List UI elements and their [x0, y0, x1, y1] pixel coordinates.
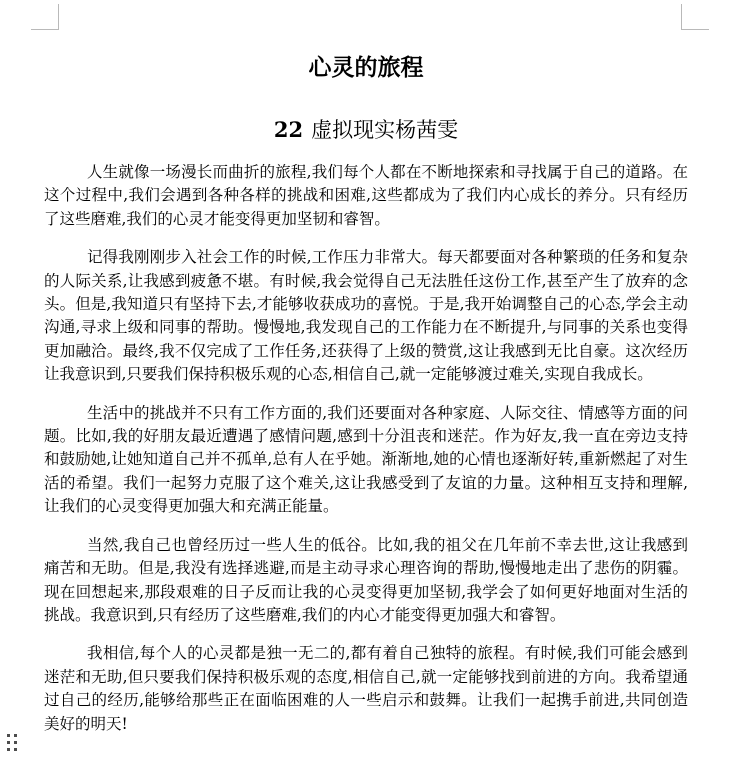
drag-handle-dot [7, 741, 10, 744]
drag-handle-dot [14, 734, 17, 737]
heading-text[interactable]: 虚拟现实杨茜雯 [311, 118, 459, 142]
body-paragraph[interactable]: 人生就像一场漫长而曲折的旅程,我们每个人都在不断地探索和寻找属于自己的道路。在这个过程中,我们会遇到各种各样的挑战和困难,这些都成为了我们内心成长的养分。只有经历了这些磨难,我们的心灵才能变得更加坚韧和睿智。 [44, 163, 688, 228]
document-page[interactable] [44, 29, 688, 736]
body-paragraph[interactable]: 生活中的挑战并不只有工作方面的,我们还要面对各种家庭、人际交往、情感等方面的问题。比如,我的好朋友最近遭遇了感情问题,感到十分沮丧和迷茫。作为好友,我一直在旁边支持和鼓励她,让她知道自己并不孤单,总有人在乎她。渐渐地,她的心情也逐渐好转,重新燃起了对生活的希望。我们一起努力克服了这个难关,这让我感受到了友谊的力量。这种相互支持和理解,让我们的心灵变得更加强大和充满正能量。 [44, 403, 688, 516]
margin-crop-mark-top-left-vertical [58, 4, 59, 30]
paragraph-drag-handle-icon[interactable] [7, 734, 17, 751]
body-paragraph[interactable]: 记得我刚刚步入社会工作的时候,工作压力非常大。每天都要面对各种繁琐的任务和复杂的人际关系,让我感到疲惫不堪。有时候,我会觉得自己无法胜任这份工作,甚至产生了放弃的念头。但是,我知道只有坚持下去,才能够收获成功的喜悦。于是,我开始调整自己的心态,学会主动沟通,寻求上级和同事的帮助。慢慢地,我发现自己的工作能力在不断提升,与同事的关系也变得更加融洽。最终,我不仅完成了工作任务,还获得了上级的赞赏,这让我感到无比自豪。这次经历让我意识到,只要我们保持积极乐观的心态,相信自己,就一定能够渡过难关,实现自我成长。 [44, 248, 688, 384]
document-body[interactable] [44, 161, 688, 736]
body-paragraph[interactable]: 当然,我自己也曾经历过一些人生的低谷。比如,我的祖父在几年前不幸去世,这让我感到痛苦和无助。但是,我没有选择逃避,而是主动寻求心理咨询的帮助,慢慢地走出了悲伤的阴霾。现在回想起来,那段艰难的日子反而让我的心灵变得更加坚韧,我学会了如何更好地面对生活的挑战。我意识到,只有经历了这些磨难,我们的内心才能变得更加强大和睿智。 [44, 535, 688, 624]
heading-number[interactable]: 22 [273, 117, 304, 142]
drag-handle-dot [7, 748, 10, 751]
body-paragraph[interactable]: 我相信,每个人的心灵都是独一无二的,都有着自己独特的旅程。有时候,我们可能会感到迷茫和无助,但只要我们保持积极乐观的态度,相信自己,就一定能够找到前进的方向。我希望通过自己的经历,能够给那些正在面临困难的人一些启示和鼓舞。让我们一起携手前进,共同创造美好的明天! [44, 644, 688, 733]
document-title[interactable]: 心灵的旅程 [308, 54, 424, 80]
drag-handle-dot [7, 734, 10, 737]
drag-handle-dot [14, 748, 17, 751]
drag-handle-dot [14, 741, 17, 744]
margin-crop-mark-top-right-vertical [681, 4, 682, 30]
document-heading[interactable] [44, 117, 688, 143]
